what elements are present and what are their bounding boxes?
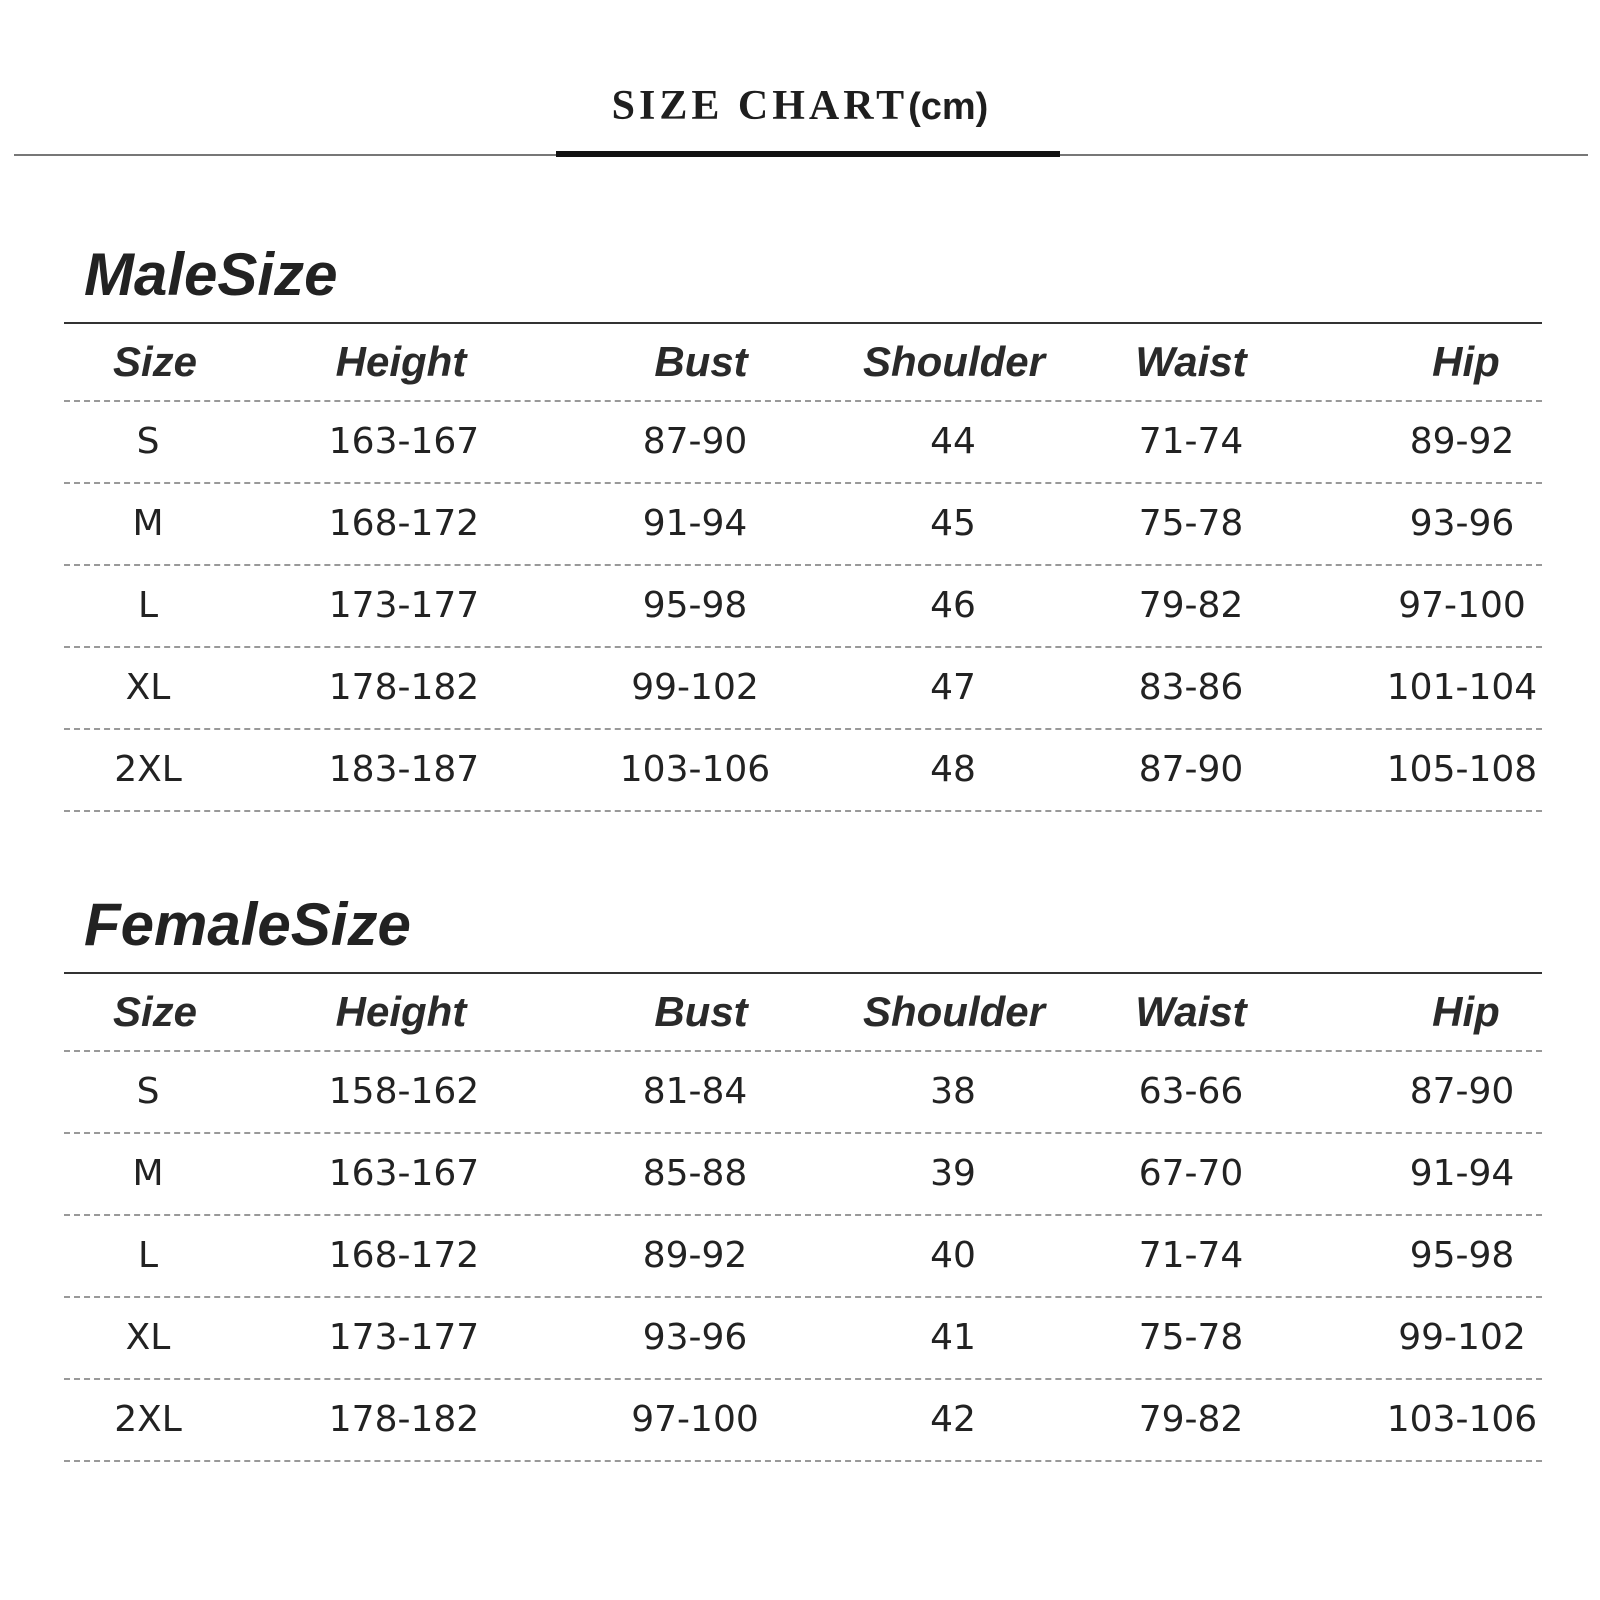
cell-height: 168-172: [328, 503, 480, 544]
cell-size: 2XL: [114, 749, 182, 790]
cell-shoulder: 44: [930, 421, 976, 462]
cell-shoulder: 39: [930, 1153, 976, 1194]
cell-hip: 103-106: [1386, 1399, 1538, 1440]
table-row: [64, 1380, 1542, 1462]
cell-height: 183-187: [328, 749, 480, 790]
cell-bust: 91-94: [642, 503, 748, 544]
column-header-shoulder: Shoulder: [862, 988, 1045, 1035]
cell-height: 178-182: [328, 667, 480, 708]
table-body: [64, 402, 1542, 812]
cell-bust: 99-102: [631, 667, 759, 708]
column-header-waist: Waist: [1135, 988, 1247, 1035]
cell-height: 163-167: [328, 1153, 480, 1194]
column-header-height: Height: [335, 988, 467, 1035]
cell-size: 2XL: [114, 1399, 182, 1440]
cell-shoulder: 42: [930, 1399, 976, 1440]
cell-hip: 89-92: [1409, 421, 1515, 462]
cell-size: S: [136, 421, 160, 462]
cell-size: XL: [125, 667, 171, 708]
cell-shoulder: 46: [930, 585, 976, 626]
cell-bust: 103-106: [619, 749, 771, 790]
column-header-size: Size: [112, 988, 198, 1035]
column-header-size: Size: [112, 338, 198, 385]
table-header-row: [64, 974, 1542, 1052]
column-header-bust: Bust: [654, 988, 748, 1035]
table-row: [64, 1052, 1542, 1134]
column-header-hip: Hip: [1432, 988, 1500, 1035]
table-row: [64, 402, 1542, 484]
cell-waist: 67-70: [1138, 1153, 1244, 1194]
cell-bust: 87-90: [642, 421, 748, 462]
cell-waist: 63-66: [1138, 1071, 1244, 1112]
table-body: [64, 1052, 1542, 1462]
cell-hip: 105-108: [1386, 749, 1538, 790]
cell-bust: 97-100: [631, 1399, 759, 1440]
cell-size: XL: [125, 1317, 171, 1358]
table-row: [64, 648, 1542, 730]
cell-size: M: [132, 1153, 164, 1194]
cell-waist: 75-78: [1138, 503, 1244, 544]
cell-shoulder: 48: [930, 749, 976, 790]
table-row: [64, 484, 1542, 566]
cell-shoulder: 45: [930, 503, 976, 544]
cell-height: 158-162: [328, 1071, 480, 1112]
cell-bust: 81-84: [642, 1071, 748, 1112]
cell-hip: 93-96: [1409, 503, 1515, 544]
cell-size: S: [136, 1071, 160, 1112]
cell-hip: 97-100: [1398, 585, 1526, 626]
cell-hip: 87-90: [1409, 1071, 1515, 1112]
column-header-height: Height: [335, 338, 467, 385]
cell-height: 178-182: [328, 1399, 480, 1440]
page-title: [0, 82, 1600, 130]
title-unit: (cm): [908, 86, 989, 128]
table-row: [64, 730, 1542, 812]
cell-hip: 101-104: [1386, 667, 1538, 708]
cell-waist: 75-78: [1138, 1317, 1244, 1358]
section-heading: FemaleSize: [84, 891, 411, 958]
cell-waist: 71-74: [1138, 421, 1244, 462]
cell-shoulder: 41: [930, 1317, 976, 1358]
cell-waist: 79-82: [1138, 1399, 1244, 1440]
cell-shoulder: 47: [930, 667, 976, 708]
size-table: [64, 972, 1542, 1462]
column-header-bust: Bust: [654, 338, 748, 385]
cell-waist: 71-74: [1138, 1235, 1244, 1276]
cell-hip: 99-102: [1398, 1317, 1526, 1358]
cell-shoulder: 40: [930, 1235, 976, 1276]
cell-bust: 85-88: [642, 1153, 748, 1194]
column-header-shoulder: Shoulder: [862, 338, 1045, 385]
cell-height: 173-177: [328, 1317, 480, 1358]
title-underline: [556, 151, 1060, 157]
column-header-hip: Hip: [1432, 338, 1500, 385]
cell-size: L: [137, 585, 159, 626]
cell-size: L: [137, 1235, 159, 1276]
table-row: [64, 566, 1542, 648]
table-row: [64, 1216, 1542, 1298]
cell-hip: 91-94: [1409, 1153, 1515, 1194]
section-heading: MaleSize: [84, 241, 338, 308]
table-header-row: [64, 324, 1542, 402]
page-header: [0, 0, 1600, 170]
column-header-waist: Waist: [1135, 338, 1247, 385]
table-row: [64, 1134, 1542, 1216]
cell-bust: 93-96: [642, 1317, 748, 1358]
cell-bust: 89-92: [642, 1235, 748, 1276]
cell-height: 163-167: [328, 421, 480, 462]
cell-bust: 95-98: [642, 585, 748, 626]
cell-hip: 95-98: [1409, 1235, 1515, 1276]
cell-waist: 87-90: [1138, 749, 1244, 790]
cell-shoulder: 38: [930, 1071, 976, 1112]
cell-waist: 83-86: [1138, 667, 1244, 708]
size-table: [64, 322, 1542, 812]
cell-height: 173-177: [328, 585, 480, 626]
table-row: [64, 1298, 1542, 1380]
cell-size: M: [132, 503, 164, 544]
cell-waist: 79-82: [1138, 585, 1244, 626]
title-text: SIZE CHART: [611, 83, 909, 129]
cell-height: 168-172: [328, 1235, 480, 1276]
